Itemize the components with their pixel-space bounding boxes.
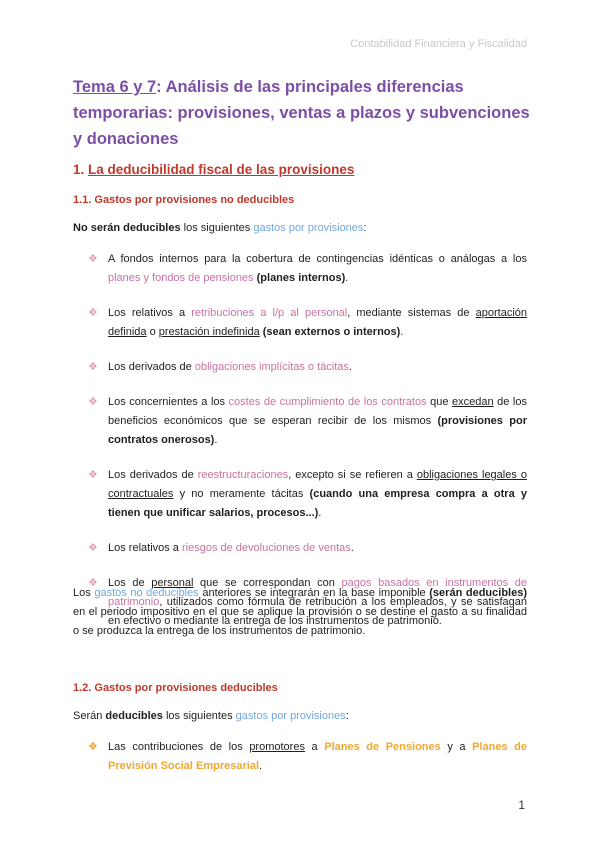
list-item: ❖ Los derivados de obligaciones implícitas o tácitas. xyxy=(88,358,527,377)
nondeductible-closing: Los gastos no deducibles anteriores se integrarán en la base imponible (serán deducibles) en el periodo impositivo en el que se aplique la provisión o se destine el gasto a su finalidad o se produzca la entrega de los instrumentos de patrimonio. xyxy=(73,587,527,637)
diamond-bullet-icon: ❖ xyxy=(88,542,98,554)
highlight-term: retribuciones a l/p al personal xyxy=(191,307,348,319)
title-rest: : Análisis de las principales diferencias temporarias: provisiones, ventas a plazos y subvenciones y donaciones xyxy=(73,78,530,148)
highlight-term: reestructuraciones xyxy=(197,469,289,481)
intro-bold: No serán deducibles xyxy=(73,222,181,234)
list-item: ❖ A fondos internos para la cobertura de contingencias idénticas o análogas a los planes y fondos de pensiones (planes internos). xyxy=(88,250,527,288)
page-number: 1 xyxy=(518,798,525,812)
diamond-bullet-icon: ❖ xyxy=(88,577,98,589)
section-heading xyxy=(73,162,354,177)
intro-text: los siguientes xyxy=(180,222,254,234)
list-item: ❖ Las contribuciones de los promotores a Planes de Pensiones y a Planes de Previsión Social Empresarial. xyxy=(88,738,527,776)
subsection-heading-deductible: 1.2. Gastos por provisiones deducibles xyxy=(73,682,278,694)
list-item: ❖ Los relativos a riesgos de devoluciones de ventas. xyxy=(88,539,527,558)
section-title: La deducibilidad fiscal de las provisiones xyxy=(88,162,355,177)
subsection-heading-nondeductible: 1.1. Gastos por provisiones no deducibles xyxy=(73,194,295,206)
diamond-bullet-icon: ❖ xyxy=(88,361,98,373)
highlight-term: pagos basados en instrumentos de patrimonio xyxy=(108,577,527,608)
list-item: ❖ Los de personal que se correspondan con pagos basados en instrumentos de patrimonio, utilizados como fórmula de retribución a los empleados, y se satisfagan en efectivo o mediante la entrega de los instrumentos de patrimonio. xyxy=(88,574,527,631)
diamond-bullet-icon: ❖ xyxy=(88,307,98,319)
highlight-term: obligaciones implícitas o tácitas xyxy=(194,361,349,373)
highlight-term: planes y fondos de pensiones xyxy=(108,272,254,284)
running-header: Contabilidad Financiera y Fiscalidad xyxy=(350,38,527,50)
highlight-term: costes de cumplimiento de los contratos xyxy=(228,396,427,408)
list-item: ❖ Los concernientes a los costes de cumplimiento de los contratos que excedan de los beneficios económicos que se esperan recibir de los mismos (provisiones por contratos onerosos). xyxy=(88,393,527,450)
nondeductible-intro xyxy=(73,219,527,238)
list-item: ❖ Los derivados de reestructuraciones, excepto si se refieren a obligaciones legales o contractuales y no meramente tácitas (cuando una empresa compra a otra y tienen que unificar salarios, procesos...). xyxy=(88,466,527,523)
diamond-bullet-icon: ❖ xyxy=(88,469,98,481)
title-prefix: Tema 6 y 7 xyxy=(73,78,157,96)
diamond-bullet-icon: ❖ xyxy=(88,396,98,408)
diamond-bullet-icon: ❖ xyxy=(88,741,98,753)
intro-colored: gastos por provisiones xyxy=(253,222,364,234)
highlight-term: riesgos de devoluciones de ventas xyxy=(181,542,351,554)
intro-end: : xyxy=(363,222,367,234)
page-title xyxy=(73,74,543,152)
deductible-list xyxy=(88,738,527,776)
nondeductible-list xyxy=(88,250,527,631)
list-item: ❖ Los relativos a retribuciones a l/p al personal, mediante sistemas de aportación definida o prestación indefinida (sean externos o internos). xyxy=(88,304,527,342)
section-number: 1. xyxy=(73,162,89,177)
deductible-intro: Serán deducibles los siguientes gastos por provisiones: xyxy=(73,710,349,722)
diamond-bullet-icon: ❖ xyxy=(88,253,98,265)
